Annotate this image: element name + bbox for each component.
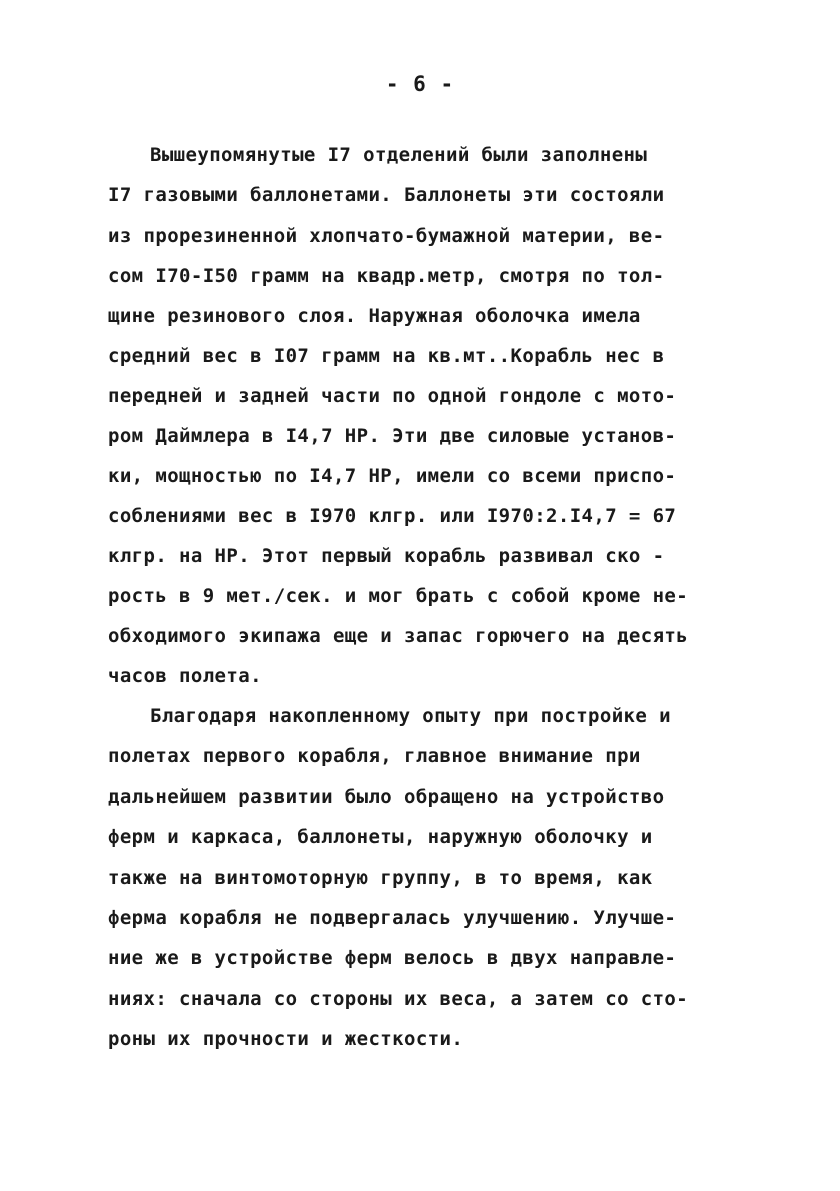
paragraph-2-line-1: Благодаря накопленному опыту при постройке и	[150, 705, 671, 727]
paragraph-2-line-9: роны их прочности и жесткости.	[108, 1028, 464, 1050]
paragraph-2-line-6: ферма корабля не подвергалась улучшению. Улучше-	[108, 907, 677, 929]
paragraph-2-line-7: ние же в устройстве ферм велось в двух направле-	[108, 947, 677, 969]
paragraph-1-line-10: соблениями вес в I970 клгр. или I970:2.I4,7 = 67	[108, 505, 677, 527]
page-number: - 6 -	[385, 72, 455, 96]
paragraph-1-line-3: из прорезиненной хлопчато-бумажной материи, ве-	[108, 225, 665, 247]
paragraph-1-line-11: клгр. на HP. Этот первый корабль развивал ско -	[108, 545, 665, 567]
paragraph-1-line-6: средний вес в I07 грамм на кв.мт..Корабль нес в	[108, 345, 665, 367]
paragraph-1-line-2: I7 газовыми баллонетами. Баллонеты эти состояли	[108, 184, 665, 206]
paragraph-1-line-4: сом I70-I50 грамм на квадр.метр, смотря по тол-	[108, 265, 665, 287]
paragraph-1-line-12: рость в 9 мет./сек. и мог брать с собой кроме не-	[108, 585, 689, 607]
paragraph-1-line-5: щине резинового слоя. Наружная оболочка имела	[108, 305, 641, 327]
paragraph-2-line-2: полетах первого корабля, главное внимание при	[108, 745, 641, 767]
paragraph-1-line-8: ром Даймлера в I4,7 HP. Эти две силовые установ-	[108, 425, 677, 447]
paragraph-1-line-1: Вышеупомянутые I7 отделений были заполнены	[150, 144, 648, 166]
paragraph-1-line-7: передней и задней части по одной гондоле с мото-	[108, 385, 677, 407]
paragraph-1-line-13: обходимого экипажа еще и запас горючего на десять	[108, 625, 689, 647]
paragraph-2-line-4: ферм и каркаса, баллонеты, наружную оболочку и	[108, 826, 653, 848]
paragraph-2-line-8: ниях: сначала со стороны их веса, а затем со сто-	[108, 988, 689, 1010]
paragraph-1-line-14: часов полета.	[108, 665, 262, 687]
paragraph-1-line-9: ки, мощностью по I4,7 HP, имели со всеми приспо-	[108, 465, 677, 487]
paragraph-2-line-5: также на винтомоторную группу, в то время, как	[108, 867, 653, 889]
paragraph-2-line-3: дальнейшем развитии было обращено на устройство	[108, 786, 665, 808]
